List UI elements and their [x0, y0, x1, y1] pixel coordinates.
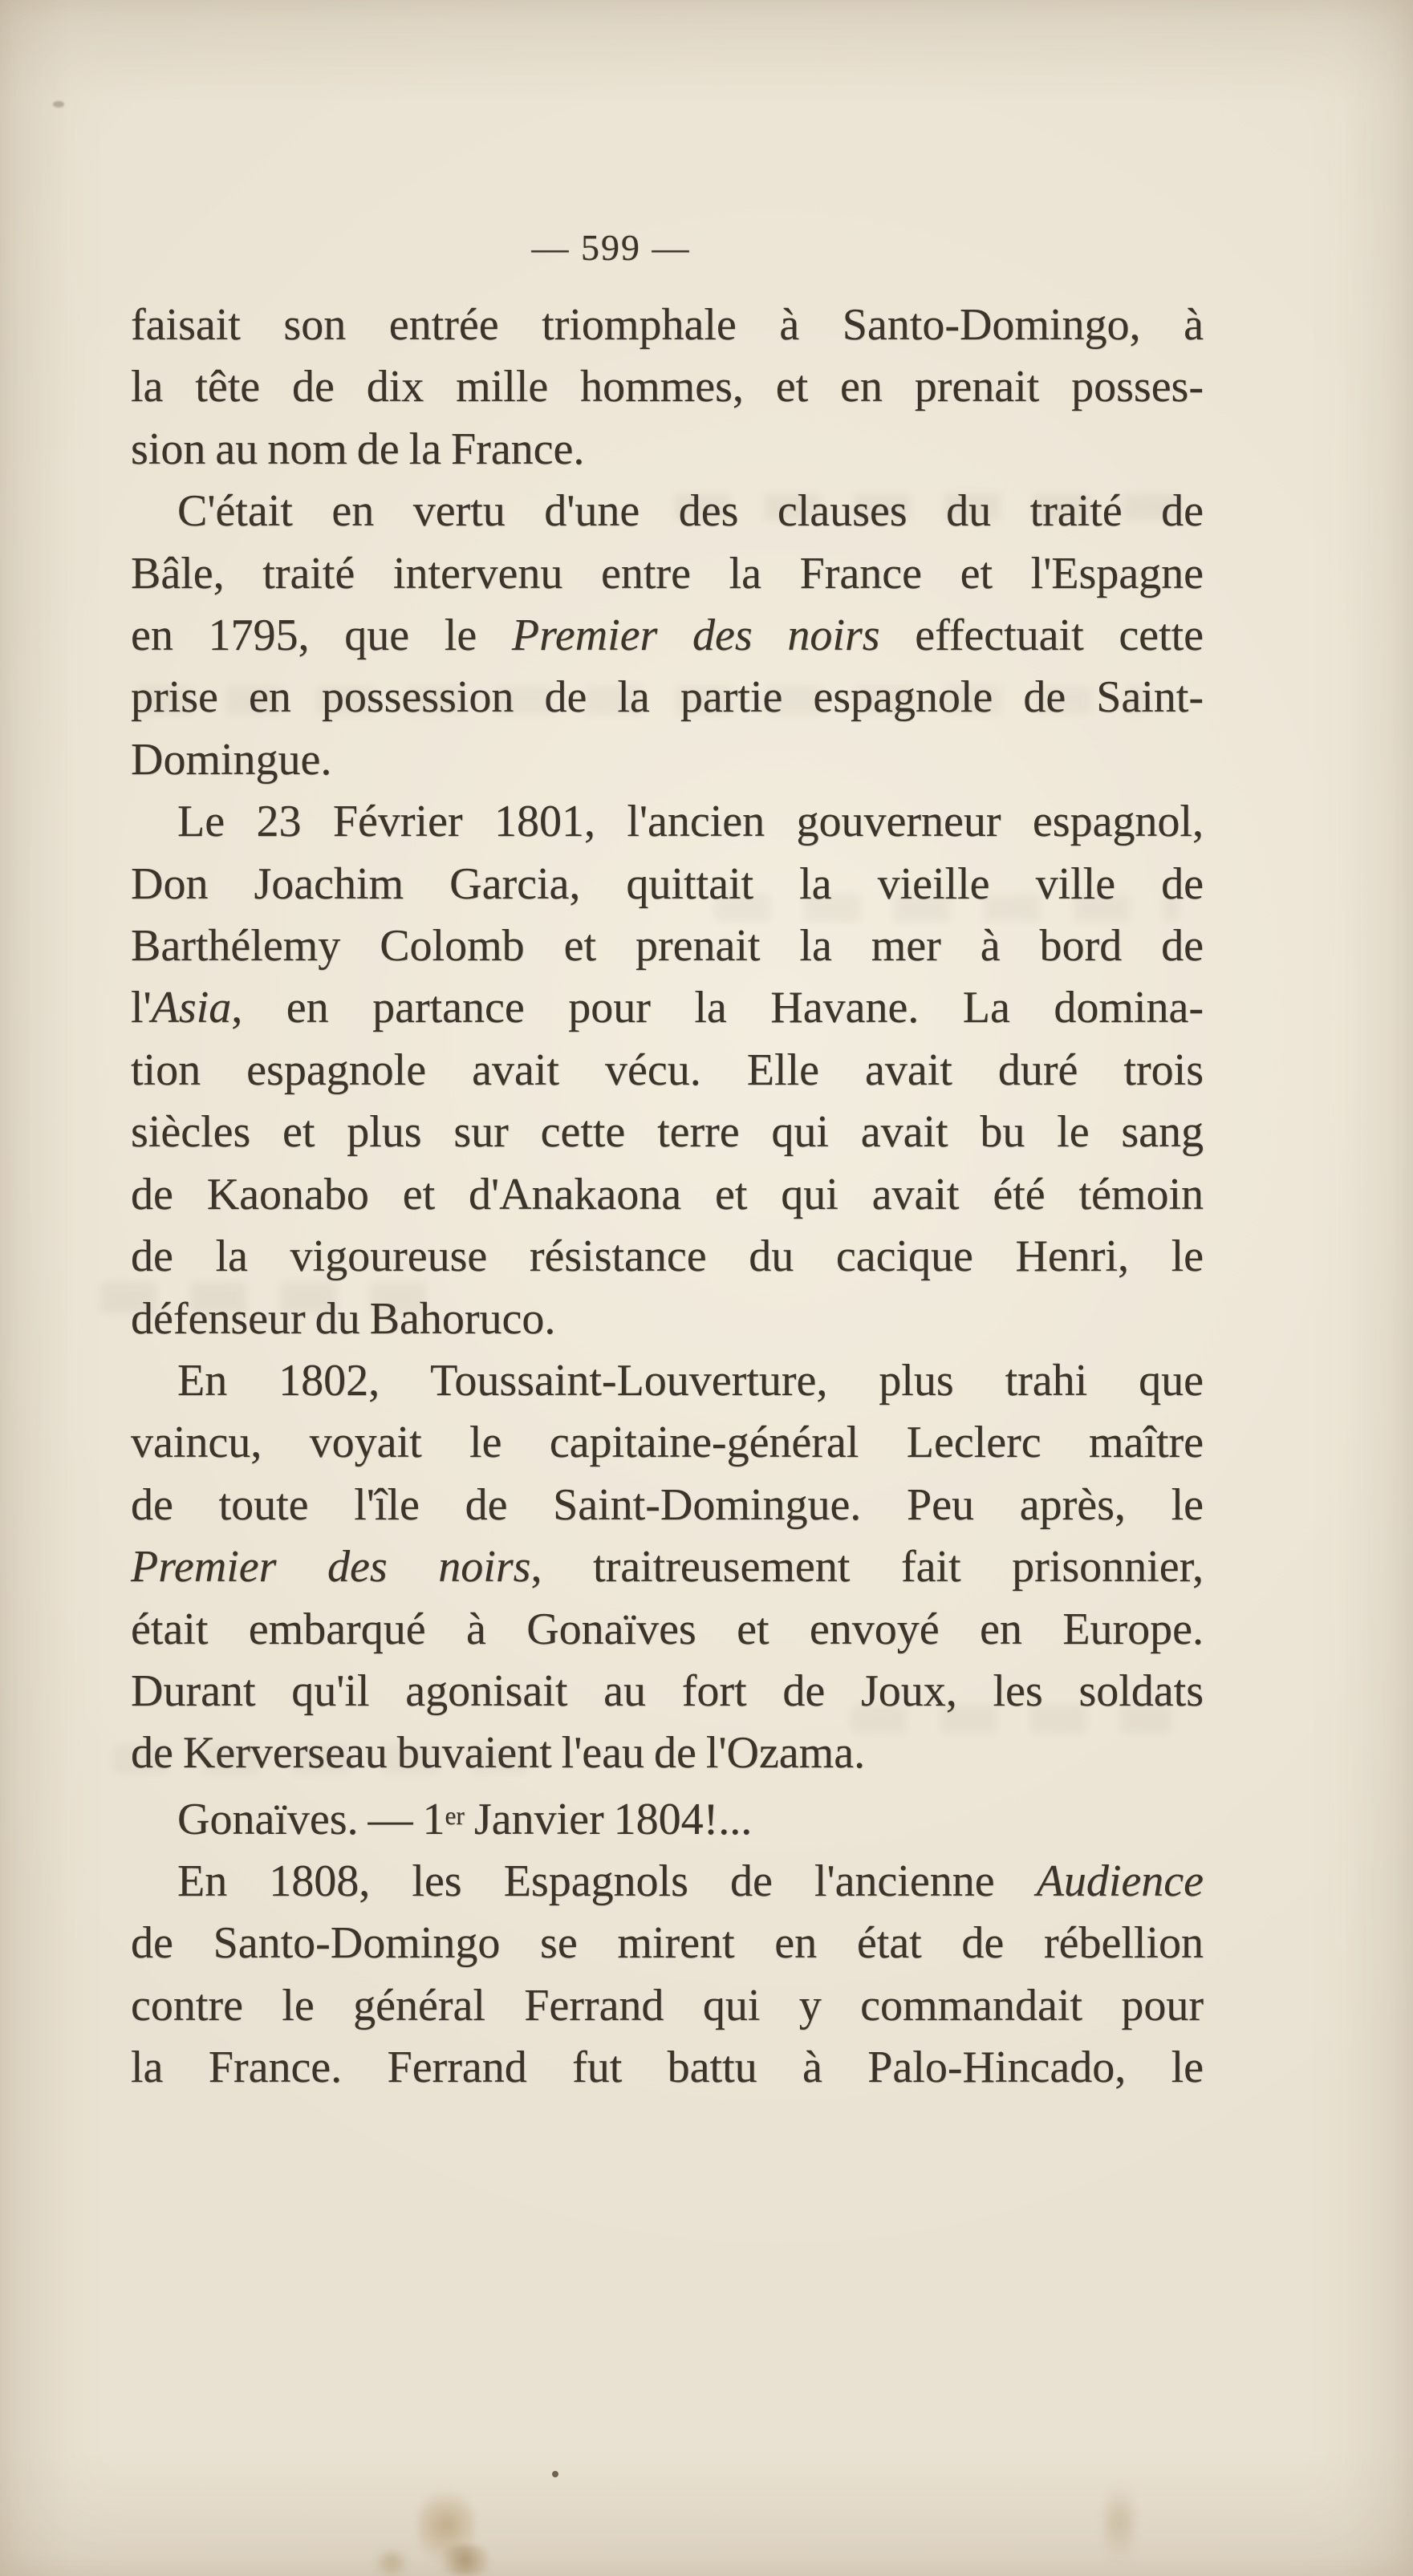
text-line — [131, 294, 1204, 356]
text-segment: En 1808, les Espagnols de l'ancienne — [177, 1856, 1037, 1907]
text-line — [131, 854, 1204, 915]
text-segment: faisait son entrée triomphale à Santo-Domingo, à — [131, 300, 1204, 350]
text-segment: C'était en vertu d'une des clauses du traité de — [177, 486, 1204, 537]
paper-stain — [433, 2545, 497, 2576]
text-line — [131, 1975, 1204, 2037]
text-line — [131, 1851, 1204, 1913]
text-line — [131, 915, 1204, 977]
text-segment: Don Joachim Garcia, quittait la vieille ville de — [131, 858, 1204, 909]
text-segment: siècles et plus sur cette terre qui avait bu le sang — [131, 1107, 1204, 1158]
italic-text: Premier des noirs — [511, 611, 880, 661]
text-line — [131, 481, 1204, 542]
text-segment: , en partance pour la Havane. La domina- — [231, 983, 1204, 1033]
text-line — [131, 605, 1204, 667]
text-segment: En 1802, Toussaint-Louverture, plus trahi que — [177, 1355, 1204, 1406]
text-segment: tion espagnole avait vécu. Elle avait duré trois — [131, 1045, 1204, 1095]
paper-stain — [1106, 2469, 1133, 2576]
text-segment: la tête de dix mille hommes, et en prenait posses- — [131, 362, 1204, 412]
text-segment: contre le général Ferrand qui y commandait pour — [131, 1980, 1204, 2030]
text-line — [131, 667, 1204, 728]
italic-text: Premier des noirs — [131, 1542, 531, 1592]
text-segment: de Kaonabo et d'Anakaona et qui avait été témoin — [131, 1169, 1204, 1219]
text-line — [131, 1475, 1204, 1536]
text-segment: Janvier 1804!... — [464, 1794, 753, 1844]
text-segment: Domingue. — [131, 734, 332, 785]
text-line — [131, 1661, 1204, 1722]
text-segment: , traitreusement fait prisonnier, — [530, 1542, 1204, 1592]
text-segment: de Kerverseau buvaient l'eau de l'Ozama. — [131, 1728, 866, 1779]
text-segment: en 1795, que le — [131, 611, 512, 661]
text-segment: Gonaïves. — 1 — [177, 1794, 445, 1844]
text-segment: Bâle, traité intervenu entre la France et l'Espagne — [131, 548, 1204, 598]
text-line — [131, 977, 1204, 1039]
text-line — [131, 543, 1204, 605]
text-line — [131, 1599, 1204, 1661]
text-line — [131, 356, 1204, 418]
paper-stain — [371, 2550, 412, 2576]
italic-text: Asia — [151, 983, 232, 1033]
paper-speck — [53, 101, 64, 108]
text-line — [131, 1412, 1204, 1474]
text-line — [131, 1722, 1204, 1784]
text-line — [131, 1350, 1204, 1412]
text-segment: effectuait cette — [879, 611, 1204, 661]
text-segment: sion au nom de la France. — [131, 424, 585, 474]
text-segment: prise en possession de la partie espagnole de Saint- — [131, 672, 1204, 723]
text-line — [131, 1101, 1204, 1163]
ink-speck — [552, 2471, 558, 2477]
text-segment: de la vigoureuse résistance du cacique Henri, le — [131, 1231, 1204, 1282]
text-line — [131, 1785, 1204, 1851]
text-segment: Le 23 Février 1801, l'ancien gouverneur espagnol, — [177, 797, 1204, 847]
text-segment: vaincu, voyait le capitaine-général Leclerc maître — [131, 1418, 1204, 1468]
text-segment: défenseur du Bahoruco. — [131, 1293, 556, 1344]
text-line — [131, 2037, 1204, 2099]
text-segment: de toute l'île de Saint-Domingue. Peu après, le — [131, 1479, 1204, 1530]
text-segment: était embarqué à Gonaïves et envoyé en Europe. — [131, 1604, 1204, 1654]
text-segment: de Santo-Domingo se mirent en état de rébellion — [131, 1918, 1204, 1969]
page-text — [131, 294, 1204, 2099]
text-line — [131, 1164, 1204, 1226]
text-segment: Barthélemy Colomb et prenait la mer à bord de — [131, 921, 1204, 972]
superscript-text: er — [445, 1801, 465, 1830]
text-line — [131, 1913, 1204, 1974]
text-line — [131, 419, 1204, 481]
text-line — [131, 1536, 1204, 1598]
text-segment: Durant qu'il agonisait au fort de Joux, les soldats — [131, 1665, 1204, 1716]
text-line — [131, 791, 1204, 853]
text-line — [131, 1288, 1204, 1350]
italic-text: Audience — [1036, 1856, 1204, 1907]
text-line — [131, 1226, 1204, 1288]
text-line — [131, 729, 1204, 791]
text-line — [131, 1040, 1204, 1101]
page-number-header: — 599 — — [531, 227, 691, 268]
text-segment: l' — [131, 983, 152, 1033]
text-segment: la France. Ferrand fut battu à Palo-Hincado, le — [131, 2043, 1204, 2093]
